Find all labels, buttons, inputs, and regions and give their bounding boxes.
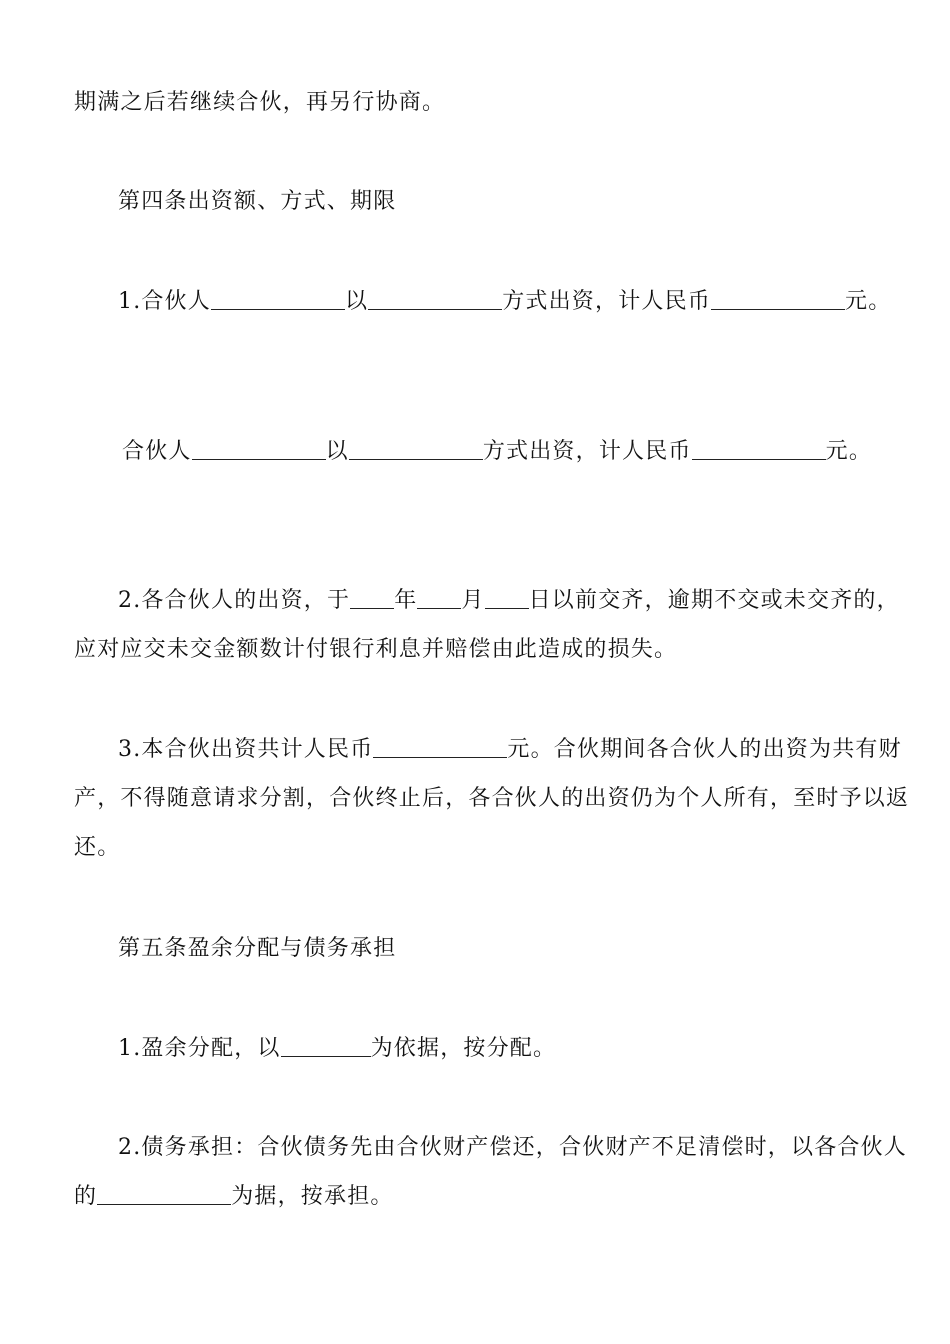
blank-day xyxy=(485,588,529,609)
article-5-item-2-line-1: 2.债务承担：合伙债务先由合伙财产偿还，合伙财产不足清偿时，以各合伙人 xyxy=(118,1135,907,1160)
article-4-item-3-line-3: 还。 xyxy=(74,835,121,860)
blank-field xyxy=(281,1036,371,1057)
item-text: 为据，按承担。 xyxy=(231,1184,394,1209)
item-text: 合伙人 xyxy=(122,439,192,464)
item-text: 以 xyxy=(345,289,369,314)
item-text: 方式出资，计人民币 xyxy=(502,289,712,314)
item-text: 元。合伙期间各合伙人的出资为共有财 xyxy=(507,737,902,762)
item-text: 1.盈余分配，以 xyxy=(118,1036,281,1061)
article-4-item-1b xyxy=(122,439,872,465)
item-text: 方式出资，计人民币 xyxy=(482,439,692,464)
article-4-item-3-line-2: 产，不得随意请求分割，合伙终止后，各合伙人的出资仍为个人所有，至时予以返 xyxy=(74,786,910,811)
article-5-item-1 xyxy=(118,1036,556,1062)
blank-field xyxy=(349,439,483,460)
item-text: 日以前交齐，逾期不交或未交齐的， xyxy=(528,588,900,613)
blank-field xyxy=(368,289,502,310)
blank-field xyxy=(711,289,845,310)
blank-field xyxy=(692,439,826,460)
article-4-item-1a xyxy=(118,289,891,315)
article-4-item-3-line-1 xyxy=(118,737,902,763)
blank-field xyxy=(192,439,326,460)
blank-year xyxy=(350,588,394,609)
article-5-item-2-line-2 xyxy=(74,1184,394,1210)
article-4-item-2-line-2: 应对应交未交金额数计付银行利息并赔偿由此造成的损失。 xyxy=(74,637,678,662)
blank-month xyxy=(417,588,461,609)
item-text: 元。 xyxy=(825,439,873,464)
blank-field xyxy=(373,737,507,758)
blank-field xyxy=(97,1184,231,1205)
item-text: 月 xyxy=(461,588,485,613)
item-text: 1.合伙人 xyxy=(118,289,211,314)
item-text: 以 xyxy=(325,439,349,464)
article-4-heading: 第四条出资额、方式、期限 xyxy=(118,189,397,214)
item-text: 的 xyxy=(74,1184,98,1209)
item-text: 3.本合伙出资共计人民币 xyxy=(118,737,374,762)
item-text: 2.各合伙人的出资，于 xyxy=(118,588,351,613)
item-text: 为依据，按分配。 xyxy=(370,1036,557,1061)
article-5-heading: 第五条盈余分配与债务承担 xyxy=(118,936,397,961)
paragraph-continuation: 期满之后若继续合伙，再另行协商。 xyxy=(74,90,446,115)
article-4-item-2-line-1 xyxy=(118,588,900,614)
item-text: 元。 xyxy=(845,289,892,314)
blank-field xyxy=(211,289,345,310)
item-text: 年 xyxy=(394,588,418,613)
